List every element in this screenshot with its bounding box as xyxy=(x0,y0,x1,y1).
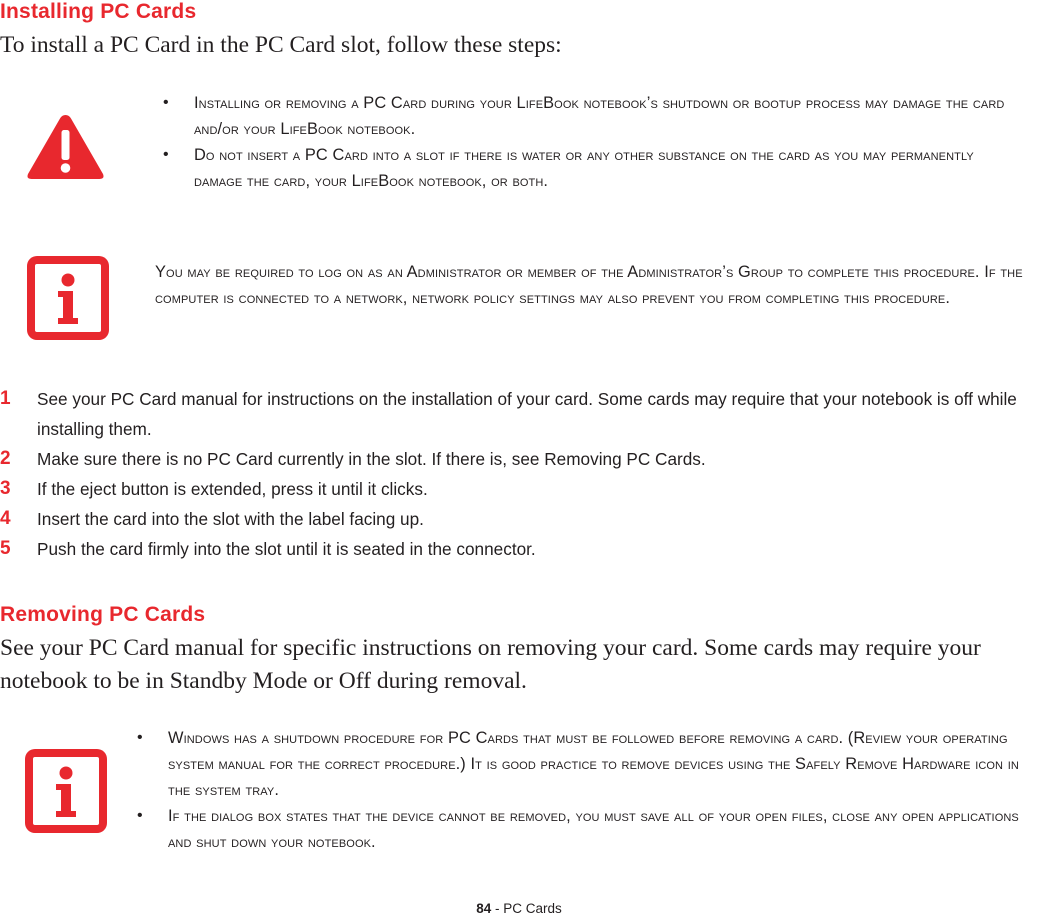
step-item xyxy=(0,444,1038,474)
step-item xyxy=(0,534,1038,564)
step-number: 2 xyxy=(0,448,11,469)
step-text: Make sure there is no PC Card currently in the slot. If there is, see Removing PC Cards. xyxy=(37,449,706,469)
warning-note-item: • Do not insert a PC Card into a slot if there is water or any other substance on the card as you may permanently damage the card, your LifeBook notebook, or both. xyxy=(163,142,1023,194)
page-footer xyxy=(0,901,1038,917)
installing-heading: Installing PC Cards xyxy=(0,0,197,23)
step-text: Insert the card into the slot with the label facing up. xyxy=(37,509,424,529)
step-text: If the eject button is extended, press it until it clicks. xyxy=(37,479,428,499)
footer-separator: - xyxy=(491,901,504,916)
footer-section: PC Cards xyxy=(503,901,562,916)
step-item xyxy=(0,474,1038,504)
step-number: 1 xyxy=(0,388,11,409)
removing-heading: Removing PC Cards xyxy=(0,603,206,626)
step-text: Push the card firmly into the slot until it is seated in the connector. xyxy=(37,539,536,559)
bullet-icon: • xyxy=(137,729,143,746)
warning-note xyxy=(163,90,1023,194)
removing-body: See your PC Card manual for specific instructions on removing your card. Some cards may require your notebook to be in Standby Mode or Off during removal. xyxy=(0,635,981,694)
step-number: 4 xyxy=(0,508,11,529)
step-item xyxy=(0,384,1038,444)
info-note-admin xyxy=(155,259,1035,311)
warning-note-item: • Installing or removing a PC Card during your LifeBook notebook’s shutdown or bootup process may damage the card and/or your LifeBook notebook. xyxy=(163,90,1023,142)
installing-intro: To install a PC Card in the PC Card slot, follow these steps: xyxy=(0,32,562,58)
info-icon xyxy=(25,749,107,833)
step-text: See your PC Card manual for instructions on the installation of your card. Some cards may require that your notebook is off while installing them. xyxy=(37,389,1017,439)
info-note-removal xyxy=(137,725,1035,855)
info-icon xyxy=(27,256,109,340)
step-number: 5 xyxy=(0,538,11,559)
bullet-icon: • xyxy=(163,146,169,163)
page-number: 84 xyxy=(476,901,492,916)
warning-triangle-icon xyxy=(25,112,106,182)
step-item xyxy=(0,504,1038,534)
step-number: 3 xyxy=(0,478,11,499)
info-note-item: • Windows has a shutdown procedure for PC Cards that must be followed before removing a card. (Review your operating system manual for the correct procedure.) It is good practice to remove devices using the Safely Remove Hardware icon in the system tray. xyxy=(137,725,1035,803)
info-note-text: You may be required to log on as an Administrator or member of the Administrator’s Group to complete this procedure. If the computer is connected to a network, network policy settings may also prevent you from completing this procedure. xyxy=(155,263,1023,307)
bullet-icon: • xyxy=(163,94,169,111)
bullet-icon: • xyxy=(137,807,143,824)
install-steps-list xyxy=(0,384,1038,564)
info-note-item: • If the dialog box states that the device cannot be removed, you must save all of your open files, close any open applications and shut down your notebook. xyxy=(137,803,1035,855)
